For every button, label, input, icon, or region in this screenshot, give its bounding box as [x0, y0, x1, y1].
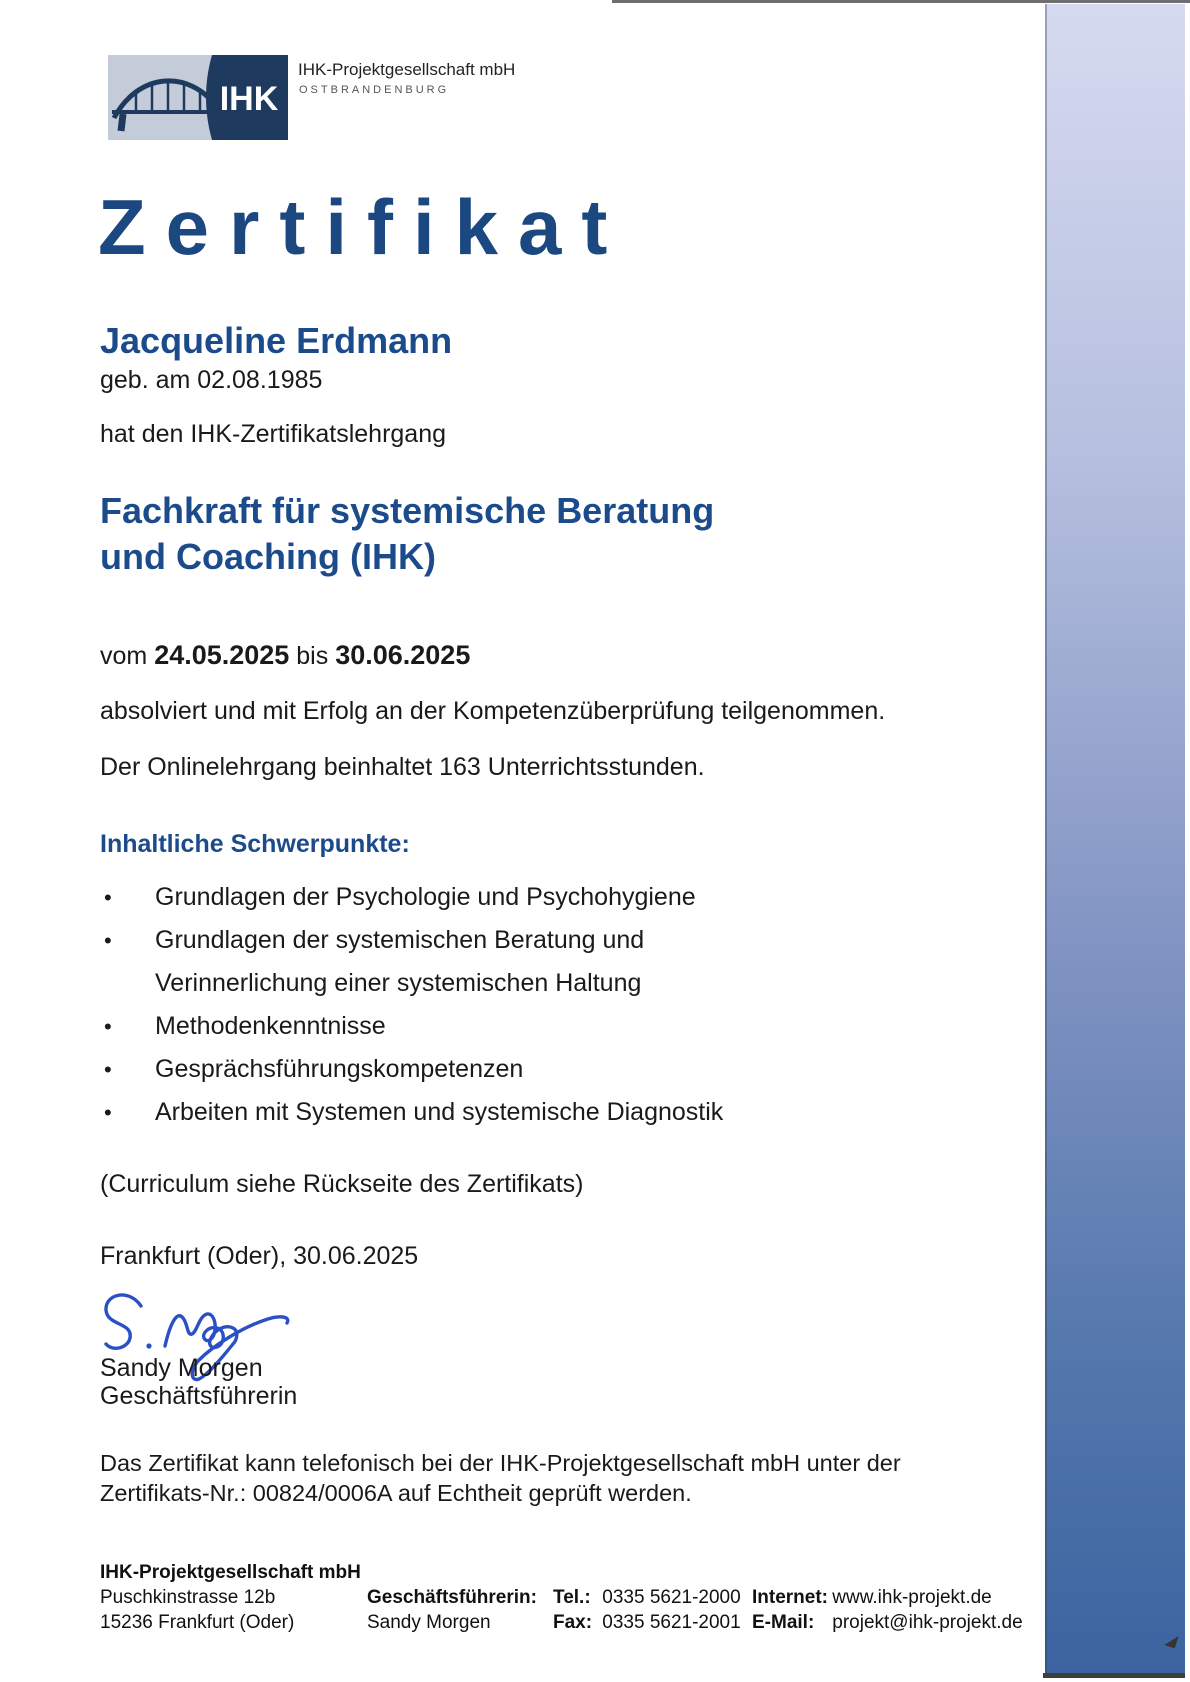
period-end-date: 30.06.2025 — [335, 640, 471, 670]
list-item — [100, 919, 644, 1005]
list-item — [100, 876, 696, 919]
recipient-name: Jacqueline Erdmann — [100, 320, 453, 361]
scope-statement: Der Onlinelehrgang beinhaltet 163 Unterrichtsstunden. — [100, 753, 705, 781]
list-item — [100, 1048, 523, 1091]
document-title: Zertifikat — [98, 183, 628, 271]
topic-text: Arbeiten mit Systemen und systemische Diagnostik — [155, 1098, 724, 1126]
footer-manager-name: Sandy Morgen — [367, 1612, 491, 1633]
recipient-birthdate: geb. am 02.08.1985 — [100, 366, 323, 394]
footer-tel-value: 0335 5621-2000 — [602, 1587, 741, 1608]
signatory-name: Sandy Morgen — [100, 1354, 263, 1382]
org-name-text: IHK-Projektgesellschaft mbH — [298, 60, 516, 79]
bullet-icon: • — [104, 885, 112, 910]
scan-artifact-bottom-edge — [1043, 1673, 1185, 1678]
scan-artifact-top-edge — [612, 0, 1190, 3]
footer-email-label: E-Mail: — [752, 1612, 815, 1633]
topic-text: Gesprächsführungskompetenzen — [155, 1055, 524, 1083]
footer-fax-label: Fax: — [553, 1612, 593, 1633]
curriculum-note: (Curriculum siehe Rückseite des Zertifikats) — [100, 1170, 584, 1198]
course-title-line1: Fachkraft für systemische Beratung — [100, 490, 715, 531]
org-region-text: OSTBRANDENBURG — [299, 84, 450, 96]
result-statement: absolviert und mit Erfolg an der Kompetenzüberprüfung teilgenommen. — [100, 697, 886, 725]
bullet-icon: • — [104, 1014, 112, 1039]
logo-ihk-wordmark: IHK — [219, 80, 279, 118]
list-item — [100, 1091, 723, 1134]
bullet-icon: • — [104, 1057, 112, 1082]
footer-tel-row — [553, 1585, 741, 1610]
footer-city: 15236 Frankfurt (Oder) — [100, 1612, 295, 1633]
topic-text: Grundlagen der systemischen Beratung und — [155, 926, 645, 954]
bullet-icon: • — [104, 1100, 112, 1125]
course-title — [100, 488, 714, 580]
ihk-bridge-logo — [108, 55, 288, 140]
footer-fax-row — [553, 1610, 741, 1635]
course-title-line2: und Coaching (IHK) — [100, 536, 436, 577]
topic-text: Methodenkenntnisse — [155, 1012, 386, 1040]
list-item — [100, 1005, 386, 1048]
topic-text-wrap: Verinnerlichung einer systemischen Haltung — [155, 969, 642, 997]
footer-internet-row — [752, 1585, 992, 1610]
intro-line: hat den IHK-Zertifikatslehrgang — [100, 420, 447, 448]
course-period — [100, 640, 470, 671]
footer-street: Puschkinstrasse 12b — [100, 1587, 276, 1608]
footer-tel-label: Tel.: — [553, 1587, 591, 1608]
footer-manager-label: Geschäftsführerin: — [367, 1587, 537, 1608]
topics-heading: Inhaltliche Schwerpunkte: — [100, 830, 410, 858]
footer-internet-value: www.ihk-projekt.de — [832, 1587, 992, 1608]
verification-line1: Das Zertifikat kann telefonisch bei der IHK-Projektgesellschaft mbH unter der — [100, 1450, 901, 1476]
period-connector: bis — [296, 642, 329, 670]
place-and-date: Frankfurt (Oder), 30.06.2025 — [100, 1242, 419, 1270]
signatory-role: Geschäftsführerin — [100, 1382, 298, 1410]
footer-company: IHK-Projektgesellschaft mbH — [100, 1562, 361, 1583]
decorative-gradient-bar — [1045, 4, 1185, 1673]
topic-text: Grundlagen der Psychologie und Psychohygiene — [155, 883, 696, 911]
footer-email-value: projekt@ihk-projekt.de — [832, 1612, 1023, 1633]
footer-email-row — [752, 1610, 1023, 1635]
verification-note — [100, 1448, 901, 1508]
period-start-date: 24.05.2025 — [154, 640, 290, 670]
bullet-icon: • — [104, 928, 112, 953]
footer-internet-label: Internet: — [752, 1587, 828, 1608]
footer-fax-value: 0335 5621-2001 — [602, 1612, 741, 1633]
verification-line2: Zertifikats-Nr.: 00824/0006A auf Echtheit geprüft werden. — [100, 1480, 692, 1506]
period-prefix: vom — [100, 642, 148, 670]
